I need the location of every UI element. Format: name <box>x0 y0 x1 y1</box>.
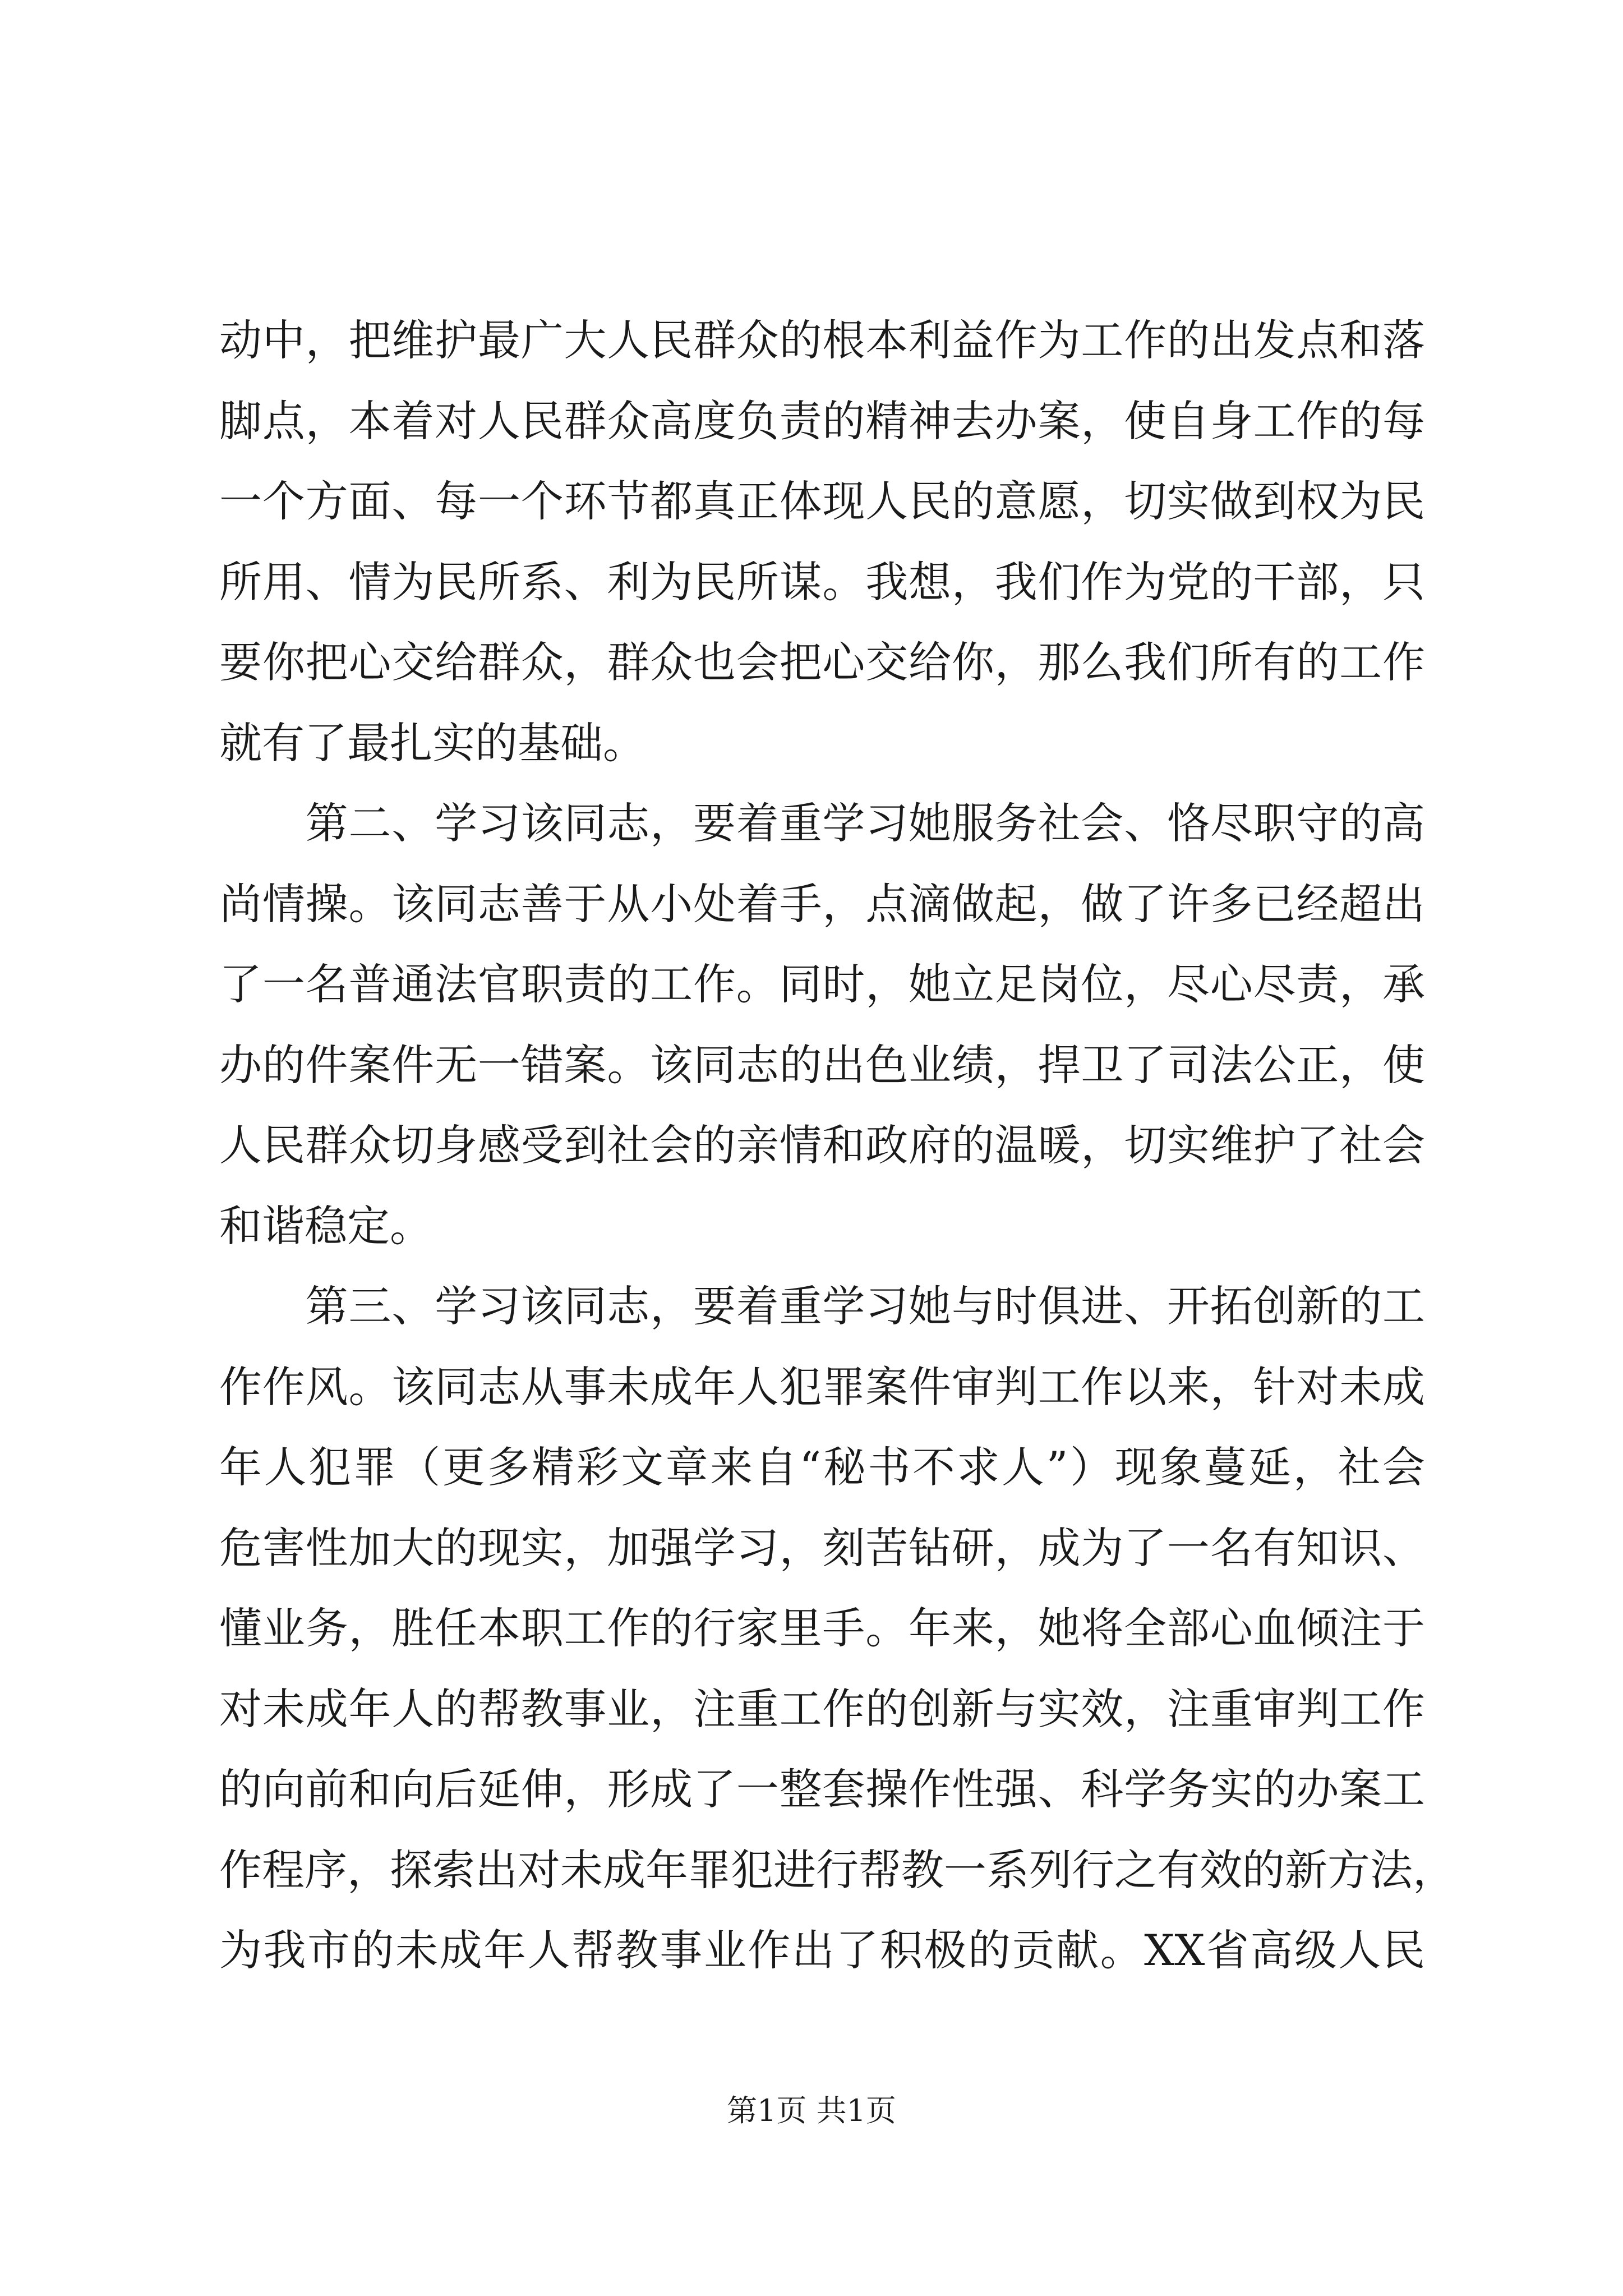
text-line: 懂业务，胜任本职工作的行家里手。年来，她将全部心血倾注于 <box>219 1603 1425 1653</box>
page-footer: 第1页 共1页 <box>727 2093 896 2128</box>
text-line: 对未成年人的帮教事业，注重工作的创新与实效，注重审判工作 <box>219 1683 1425 1734</box>
text-line: 尚情操。该同志善于从小处着手，点滴做起，做了许多已经超出 <box>219 878 1425 929</box>
text-line: 第二、学习该同志，要着重学习她服务社会、恪尽职守的高 <box>219 798 1425 848</box>
body-text <box>219 300 1455 1991</box>
text-line: 脚点，本着对人民群众高度负责的精神去办案，使自身工作的每 <box>219 395 1425 446</box>
text-line: 办的件案件无一错案。该同志的出色业绩，捍卫了司法公正，使 <box>219 1039 1425 1090</box>
text-line: 第三、学习该同志，要着重学习她与时俱进、开拓创新的工 <box>219 1281 1425 1331</box>
text-line: 要你把心交给群众，群众也会把心交给你，那么我们所有的工作 <box>219 637 1425 687</box>
text-line: 的向前和向后延伸，形成了一整套操作性强、科学务实的办案工 <box>219 1764 1425 1814</box>
text-line: 作程序，探索出对未成年罪犯进行帮教一系列行之有效的新方法， <box>219 1844 1455 1895</box>
text-line: 了一名普通法官职责的工作。同时，她立足岗位，尽心尽责，承 <box>219 959 1425 1009</box>
text-line: 就有了最扎实的基础。 <box>219 717 645 768</box>
text-line: 所用、情为民所系、利为民所谋。我想，我们作为党的干部，只 <box>219 556 1425 607</box>
text-line: 年人犯罪（更多精彩文章来自“秘书不求人”）现象蔓延，社会 <box>219 1442 1425 1492</box>
text-line: 和谐稳定。 <box>219 1200 432 1251</box>
text-line: 危害性加大的现实，加强学习，刻苦钻研，成为了一名有知识、 <box>219 1522 1425 1573</box>
text-line: 人民群众切身感受到社会的亲情和政府的温暖，切实维护了社会 <box>219 1120 1425 1170</box>
text-line: 动中，把维护最广大人民群众的根本利益作为工作的出发点和落 <box>219 315 1425 365</box>
text-line: 作作风。该同志从事未成年人犯罪案件审判工作以来，针对未成 <box>219 1361 1425 1412</box>
text-line: 为我市的未成年人帮教事业作出了积极的贡献。XX省高级人民 <box>219 1925 1425 1975</box>
text-line: 一个方面、每一个环节都真正体现人民的意愿，切实做到权为民 <box>219 476 1425 526</box>
